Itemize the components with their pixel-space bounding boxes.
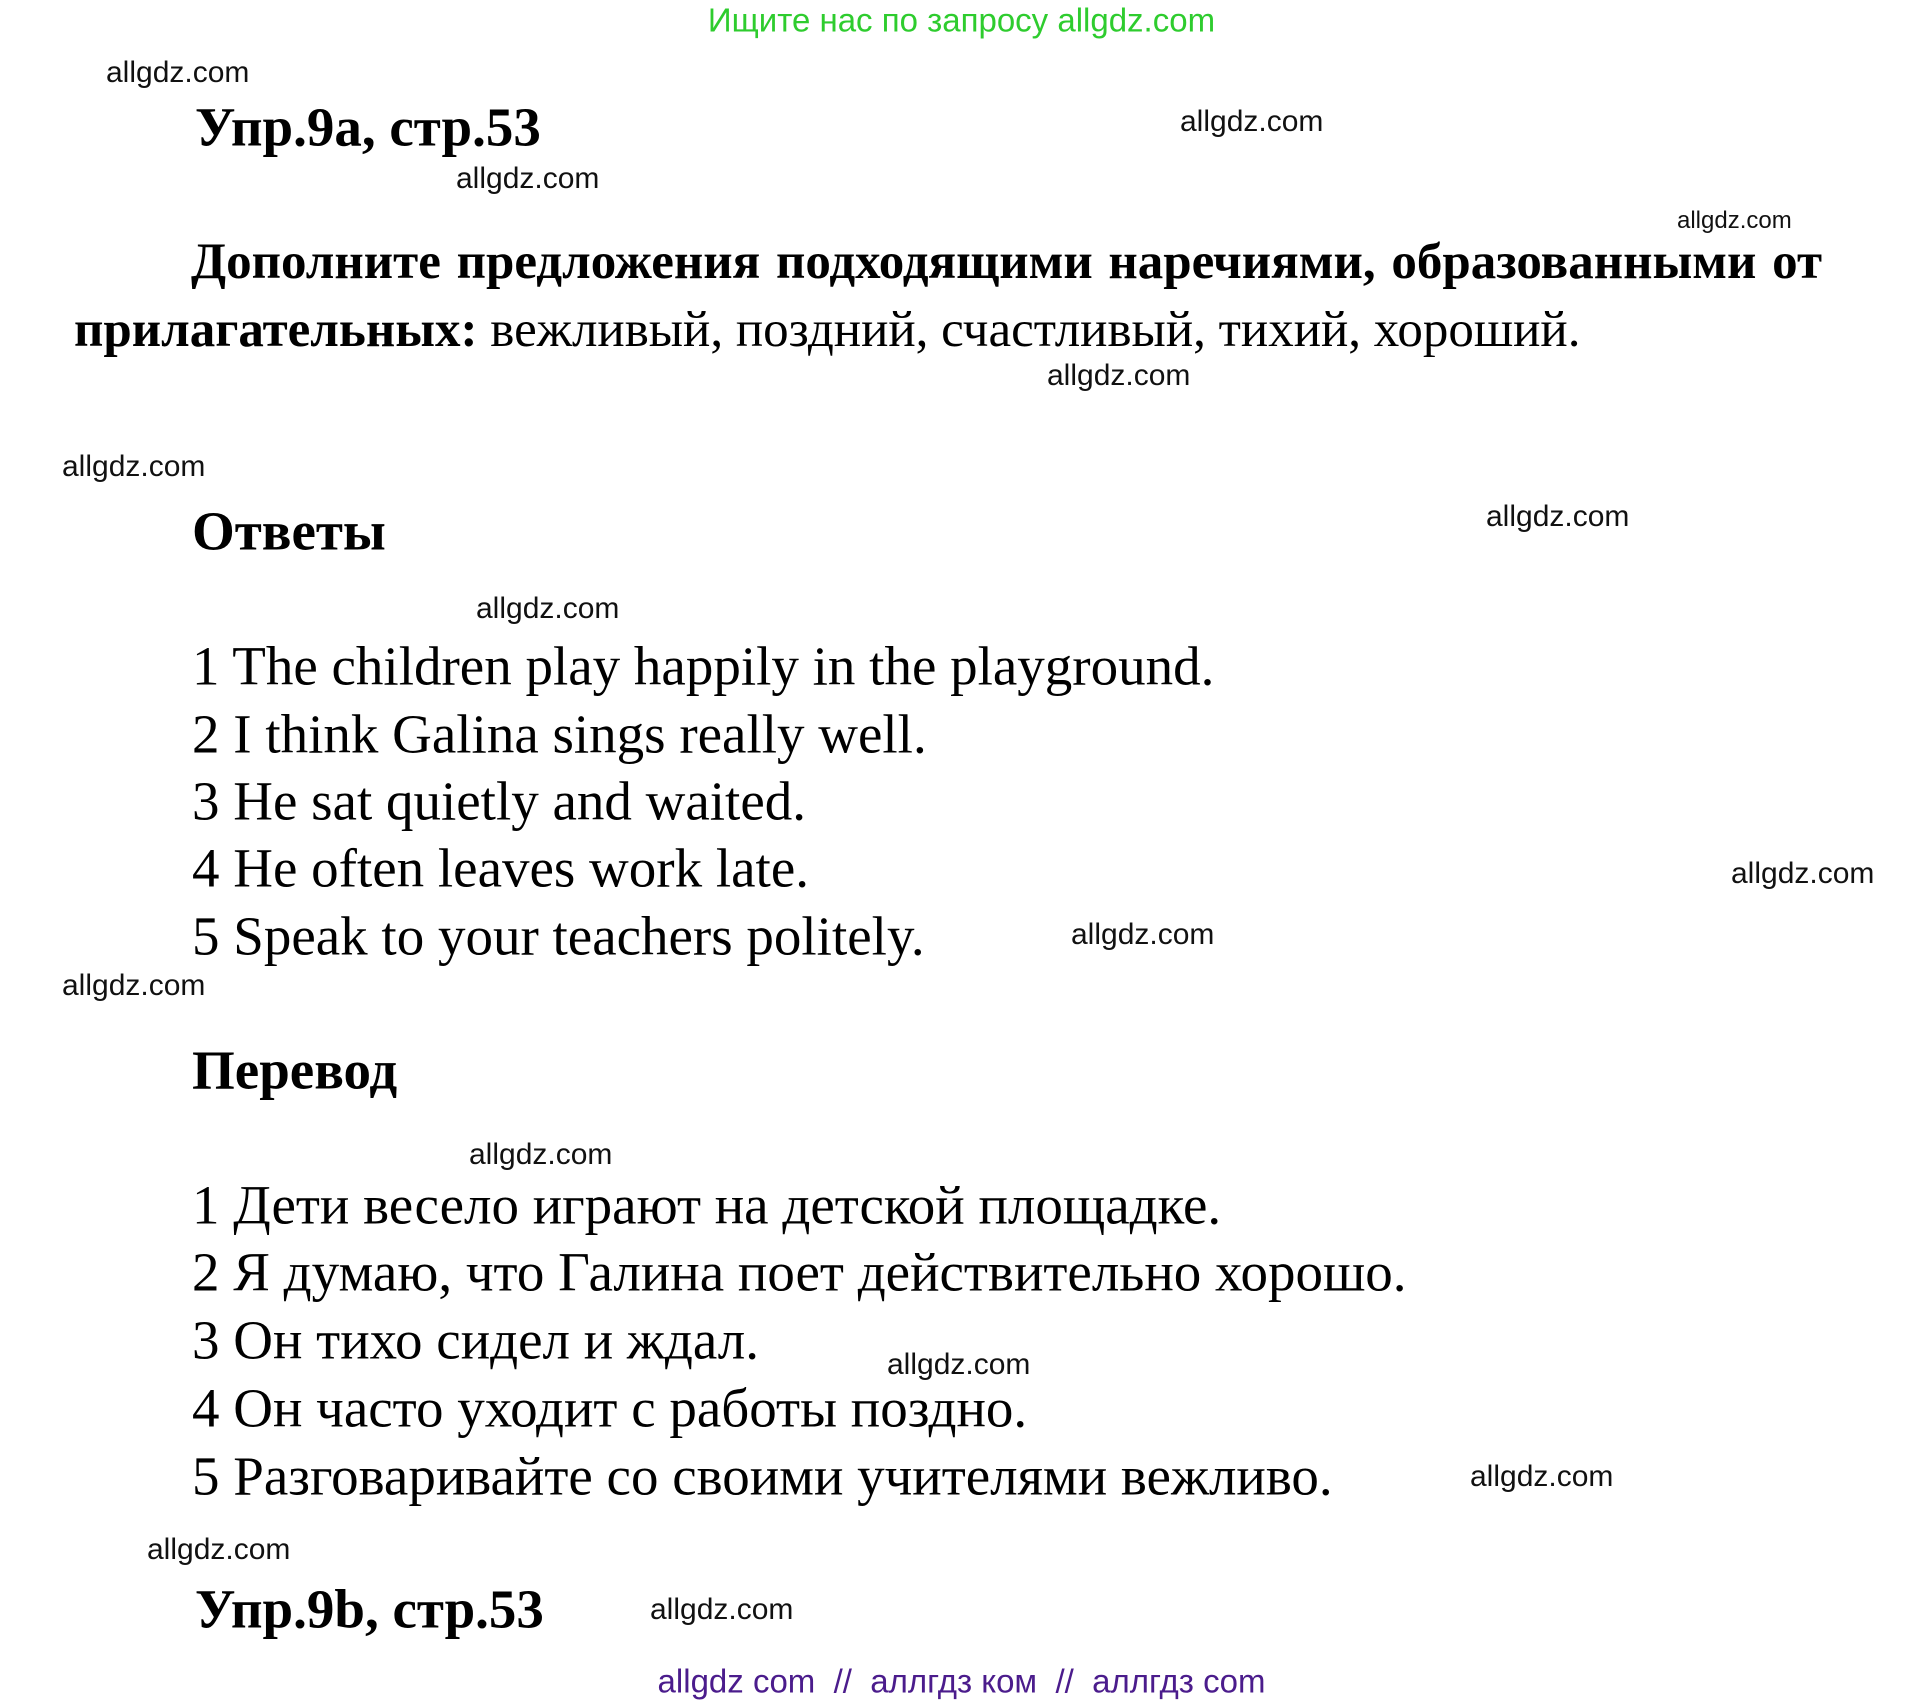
watermark: allgdz.com — [1486, 500, 1630, 533]
watermark: allgdz.com — [887, 1348, 1031, 1381]
task-instruction-words: вежливый, поздний, счастливый, тихий, хороший. — [477, 302, 1581, 358]
translation-item: 5 Разговаривайте со своими учителями вежливо. — [192, 1445, 1333, 1507]
footer-links: allgdz com // аллгдз ком // аллгдз com — [657, 1662, 1266, 1700]
watermark: allgdz.com — [62, 969, 206, 1002]
translation-item: 3 Он тихо сидел и ждал. — [192, 1309, 759, 1371]
translation-item: 4 Он часто уходит с работы поздно. — [192, 1377, 1028, 1439]
watermark: allgdz.com — [650, 1593, 794, 1626]
watermark: allgdz.com — [147, 1533, 291, 1566]
watermark: allgdz.com — [106, 56, 250, 89]
exercise-title-9b: Упр.9b, стр.53 — [195, 1578, 544, 1640]
answers-heading: Ответы — [192, 500, 386, 562]
task-instruction — [74, 228, 1822, 364]
answer-item: 4 He often leaves work late. — [192, 837, 809, 899]
task-instruction-bold: Дополните предложения подходящими наречиями, образованными от прилагательных: — [74, 234, 1822, 358]
watermark: allgdz.com — [1731, 857, 1875, 890]
translation-heading: Перевод — [192, 1039, 398, 1101]
translation-item: 2 Я думаю, что Галина поет действительно хорошо. — [192, 1241, 1407, 1303]
watermark: allgdz.com — [1677, 207, 1792, 234]
answer-item: 1 The children play happily in the playground. — [192, 635, 1215, 697]
watermark: allgdz.com — [456, 162, 600, 195]
watermark: allgdz.com — [1470, 1460, 1614, 1493]
watermark: allgdz.com — [469, 1138, 613, 1171]
watermark: allgdz.com — [1047, 359, 1191, 392]
translation-item: 1 Дети весело играют на детской площадке. — [192, 1174, 1222, 1236]
watermark: allgdz.com — [1180, 105, 1324, 138]
exercise-title-9a: Упр.9a, стр.53 — [195, 96, 541, 158]
answer-item: 5 Speak to your teachers politely. — [192, 905, 925, 967]
search-banner: Ищите нас по запросу allgdz.com — [707, 1, 1216, 39]
watermark: allgdz.com — [62, 450, 206, 483]
watermark: allgdz.com — [476, 592, 620, 625]
answer-item: 3 He sat quietly and waited. — [192, 770, 806, 832]
watermark: allgdz.com — [1071, 918, 1215, 951]
answer-item: 2 I think Galina sings really well. — [192, 703, 927, 765]
